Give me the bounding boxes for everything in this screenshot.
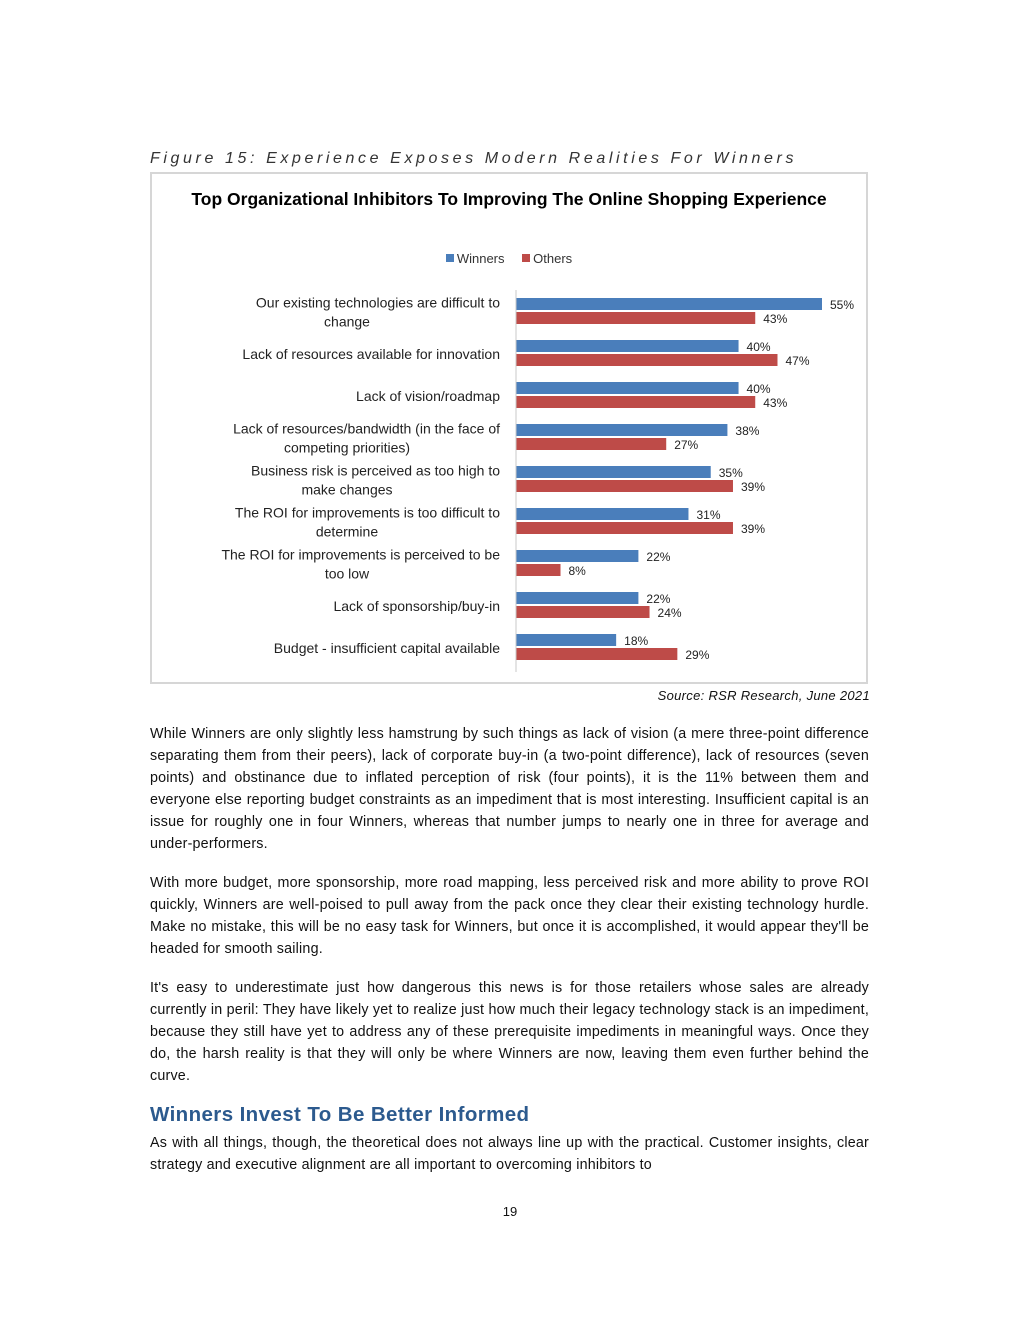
bar-others [516, 480, 733, 492]
bar-winners [516, 424, 727, 436]
bar-winners [516, 508, 688, 520]
data-label-winners: 40% [746, 382, 771, 396]
page-number: 19 [502, 1204, 518, 1219]
data-label-others: 39% [740, 522, 766, 536]
body-paragraph-2: With more budget, more sponsorship, more road mapping, less perceived risk and more ability to prove ROI quickly, Winners are well-poised to pull away from the pack once they clear their existing technology hurdle. Make no mistake, this will be no easy task for Winners, but once it is accomplished, it would appear they'll be headed for smooth sailing. [150, 875, 869, 957]
section-heading: Winners Invest To Be Better Informed [150, 1103, 530, 1126]
data-label-winners: 55% [830, 298, 855, 312]
legend-label-others: Others [533, 250, 573, 266]
data-label-others: 8% [568, 564, 586, 578]
bar-others [516, 564, 561, 576]
category-label: Budget - insufficient capital available [273, 640, 500, 656]
data-label-others: 43% [763, 396, 788, 410]
category-label: The ROI for improvements is perceived to be too low [221, 546, 500, 582]
category-label: Lack of sponsorship/buy-in [333, 598, 500, 614]
legend-label-winners: Winners [456, 250, 505, 266]
data-label-others: 47% [785, 354, 810, 368]
category-label: Lack of resources/bandwidth (in the face of competing priorities) [233, 420, 500, 456]
chart-title: Top Organizational Inhibitors To Improving The Online Shopping Experience [191, 189, 827, 209]
bar-winners [516, 550, 638, 562]
bar-winners [516, 382, 739, 394]
bar-others [516, 354, 777, 366]
body-paragraph-1: While Winners are only slightly less hamstrung by such things as lack of vision (a mere three-point difference separating them from their peers), lack of corporate buy-in (a two-point difference), lack of resources (seven points) and obstinance due to inflated perception of risk (four points), it is the 11% between them and everyone else reporting budget constraints as an impediment that is most interesting. Insufficient capital is an issue for roughly one in four Winners, whereas that number jumps to nearly one in three for average and under-performers. [150, 726, 869, 852]
chart-source: Source: RSR Research, June 2021 [657, 688, 870, 703]
data-label-others: 29% [685, 648, 710, 662]
bar-winners [516, 634, 616, 646]
bar-chart [152, 174, 866, 682]
chart-container [150, 172, 868, 684]
data-label-others: 27% [674, 438, 699, 452]
bar-winners [516, 466, 711, 478]
data-label-winners: 31% [696, 508, 721, 522]
data-label-winners: 22% [646, 592, 671, 606]
figure-caption: Figure 15: Experience Exposes Modern Realities For Winners [150, 150, 798, 167]
category-label: Our existing technologies are difficult to change [255, 294, 500, 330]
bar-others [516, 522, 733, 534]
category-label: Business risk is perceived as too high to make changes [250, 462, 500, 498]
bar-others [516, 648, 677, 660]
data-label-others: 24% [657, 606, 682, 620]
section-paragraph: As with all things, though, the theoretical does not always line up with the practical. Customer insights, clear strategy and executive alignment are all important to overcoming inhibitors to [150, 1135, 869, 1173]
data-label-others: 39% [740, 480, 766, 494]
data-label-winners: 35% [718, 466, 743, 480]
category-label: The ROI for improvements is too difficult to determine [234, 504, 500, 540]
bar-others [516, 606, 650, 618]
category-label: Lack of resources available for innovation [242, 346, 500, 362]
data-label-others: 43% [763, 312, 788, 326]
data-label-winners: 18% [624, 634, 649, 648]
bar-others [516, 438, 666, 450]
bar-winners [516, 298, 822, 310]
bar-winners [516, 340, 739, 352]
data-label-winners: 22% [646, 550, 671, 564]
bar-others [516, 396, 755, 408]
data-label-winners: 38% [735, 424, 760, 438]
category-label: Lack of vision/roadmap [356, 388, 500, 404]
bar-winners [516, 592, 638, 604]
body-paragraph-3: It's easy to underestimate just how dangerous this news is for those retailers whose sales are already currently in peril: They have likely yet to realize just how much their legacy technology stack is an impediment, because they still have yet to address any of these prerequisite impediments in meaningful ways. Once they do, the harsh reality is that they will only be where Winners are now, leaving them even further behind the curve. [150, 980, 869, 1084]
data-label-winners: 40% [746, 340, 771, 354]
bar-others [516, 312, 755, 324]
